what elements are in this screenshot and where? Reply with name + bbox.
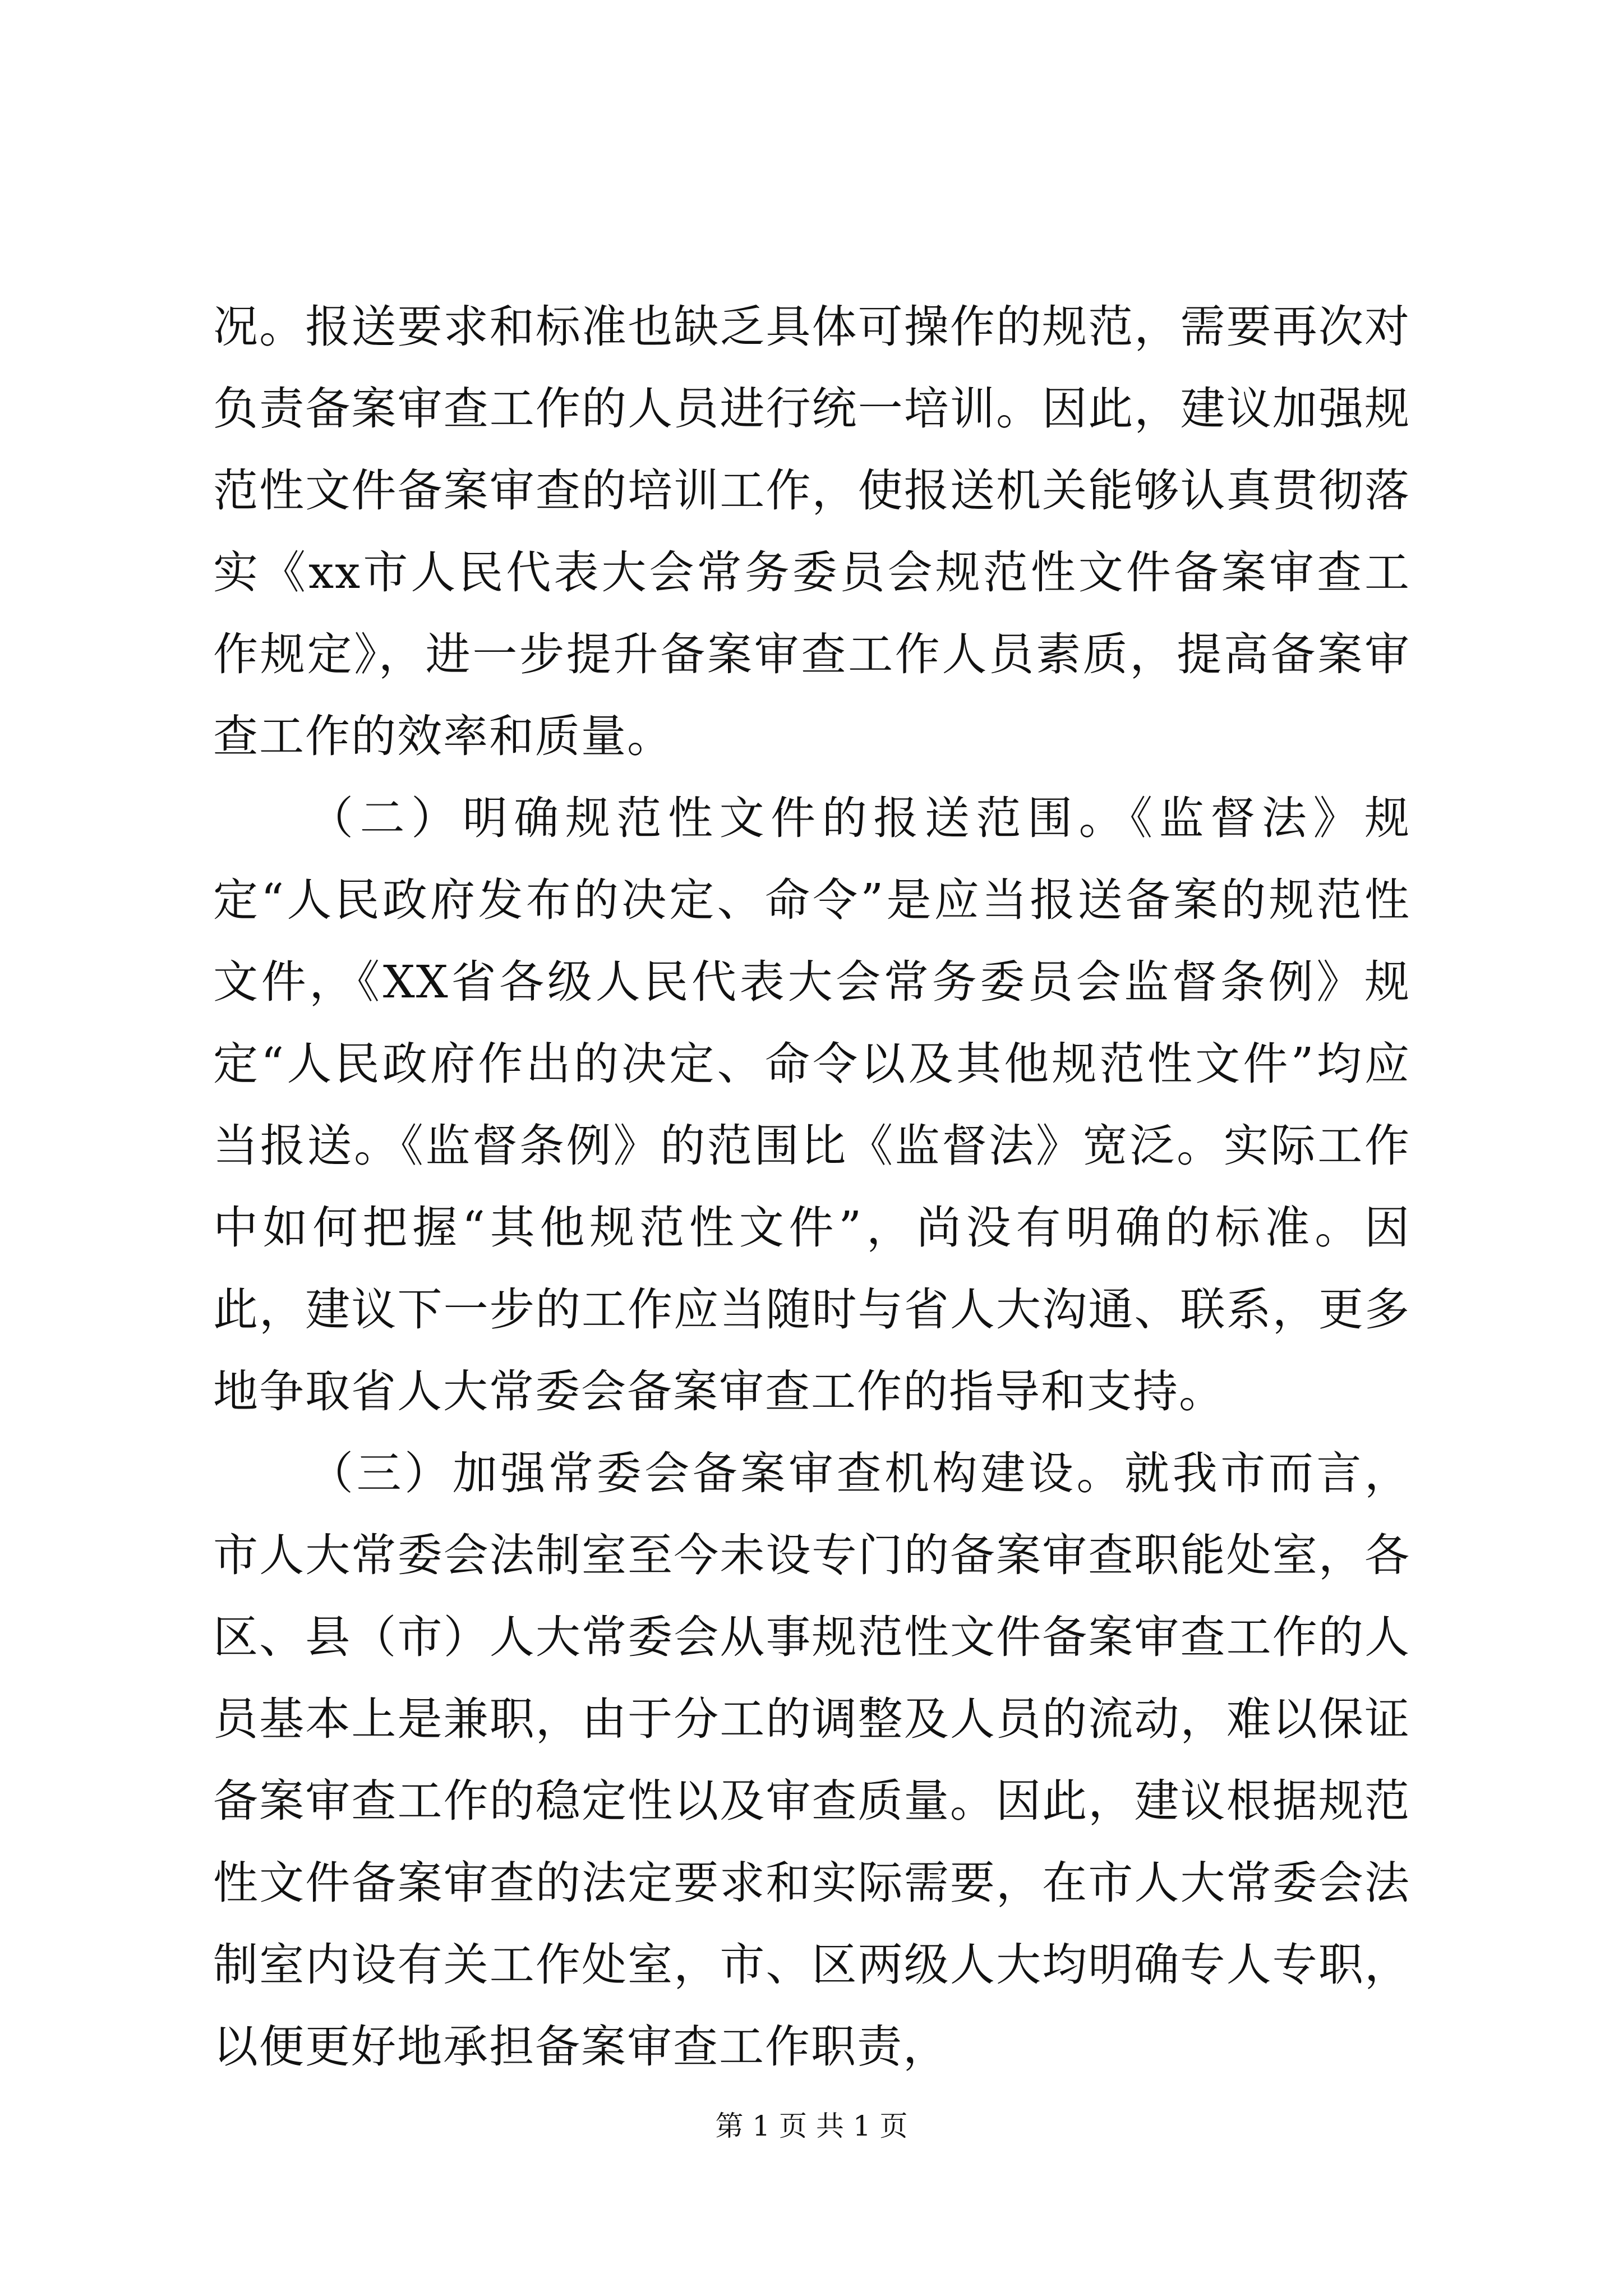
- paragraph-section-two: （二）明确规范性文件的报送范围。《监督法》规定“人民政府发布的决定、命令”是应当报送备案的规范性文件，《XX省各级人民代表大会常务委员会监督条例》规定“人民政府作出的决定、命令以及其他规范性文件”均应当报送。《监督条例》的范围比《监督法》宽泛。实际工作中如何把握“其他规范性文件”，尚没有明确的标准。因此，建议下一步的工作应当随时与省人大沟通、联系，更多地争取省人大常委会备案审查工作的指导和支持。: [213, 792, 1410, 1418]
- document-body: [213, 286, 1410, 2088]
- paragraph-section-three: （三）加强常委会备案审查机构建设。就我市而言，市人大常委会法制室至今未设专门的备案审查职能处室，各区、县（市）人大常委会从事规范性文件备案审查工作的人员基本上是兼职，由于分工的调整及人员的流动，难以保证备案审查工作的稳定性以及审查质量。因此，建议根据规范性文件备案审查的法定要求和实际需要，在市人大常委会法制室内设有关工作处室，市、区两级人大均明确专人专职，以便更好地承担备案审查工作职责，: [213, 1447, 1410, 2073]
- paragraph-continued: 况。报送要求和标准也缺乏具体可操作的规范，需要再次对负责备案审查工作的人员进行统一培训。因此，建议加强规范性文件备案审查的培训工作，使报送机关能够认真贯彻落实《xx市人民代表大会常务委员会规范性文件备案审查工作规定》，进一步提升备案审查工作人员素质，提高备案审查工作的效率和质量。: [213, 301, 1410, 762]
- page-footer: 第 1 页 共 1 页: [715, 2110, 908, 2142]
